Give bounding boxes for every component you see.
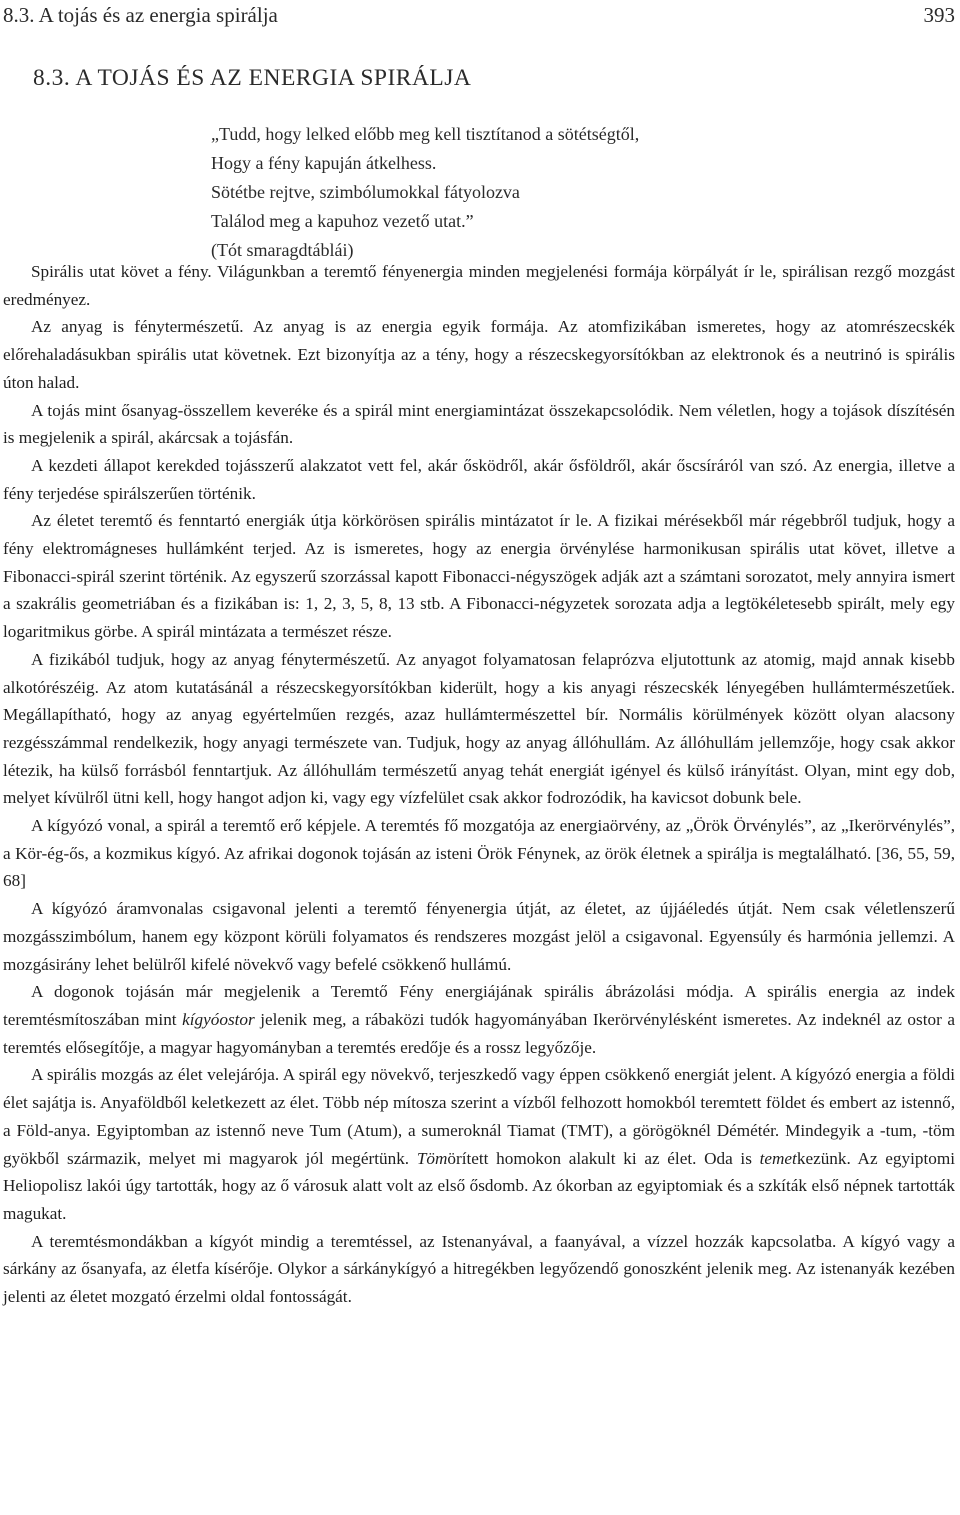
- text-run: kezünk. Az egyiptomi Heliopolisz lakói úgy tartották, hogy az ő városuk alatt volt az első ősdomb. Az ókorban az egyiptomiak és a szkíták első népnek tartották magukat.: [3, 1148, 955, 1223]
- epigraph-line: Hogy a fény kapuján átkelhess.: [211, 153, 437, 173]
- epigraph: [211, 120, 639, 265]
- running-header: [3, 0, 955, 30]
- paragraph: Spirális utat követ a fény. Világunkban a teremtő fényenergia minden megjelenési formája körpályát ír le, spirálisan rezgő mozgást eredményez.: [3, 262, 955, 309]
- paragraph: [3, 978, 955, 1061]
- body-text: [3, 258, 955, 1311]
- italic-term: kígyóostor: [182, 1009, 255, 1029]
- paragraph: Az életet teremtő és fenntartó energiák útja körkörösen spirális mintázatot ír le. A fizikai mérésekből már régebbről tudjuk, hogy a fény elektromágneses hullámként terjed. Az is ismeretes, hogy az energia örvénylése harmonikusan spirális utat követ, illetve a Fibonacci-spirál szerint történik. Az egyszerű szorzással kapott Fibonacci-négyszögek adják azt a számtani sorozatot, mely annyira ismert a szakrális geometriában és a fizikában is: 1, 2, 3, 5, 8, 13 stb. A Fibonacci-négyzetek sorozata adja a legtökéletesebb spirált, mely egy logaritmikus görbe. A spirál mintázata a természet része.: [3, 511, 955, 642]
- paragraph: A tojás mint ősanyag-összellem keveréke és a spirál mint energiamintázat összekapcsolódik. Nem véletlen, hogy a tojások díszítésén is megjelenik a spirál, akárcsak a tojásfán.: [3, 400, 955, 448]
- paragraph: [3, 1061, 955, 1227]
- epigraph-line: „Tudd, hogy lelked előbb meg kell tisztítanod a sötétségtől,: [211, 124, 640, 144]
- chapter-title: 8.3. A TOJÁS ÉS AZ ENERGIA SPIRÁLJA: [33, 65, 472, 91]
- paragraph: Az anyag is fénytermészetű. Az anyag is az energia egyik formája. Az atomfizikában ismeretes, hogy az atomrészecskék előrehaladásukban spirális utat követnek. Ezt bizonyítja az a tény, hogy a részecskegyorsítókban az elektronok és a neutrinó is spirális úton halad.: [3, 317, 955, 392]
- epigraph-line: Sötétbe rejtve, szimbólumokkal fátyolozva: [211, 182, 520, 202]
- paragraph: A kígyózó áramvonalas csigavonal jelenti a teremtő fényenergia útját, az életet, az újjáéledés útját. Nem csak véletlenszerű mozgásszimbólum, hanem egy központ körüli folyamatos és rendszeres mozgást jelöl a csigavonal. Egyensúly és harmónia jellemzi. A mozgásirány lehet belülről kifelé növekvő vagy befelé csökkenő hullámú.: [3, 899, 955, 974]
- page-number: 393: [923, 3, 955, 27]
- text-run: örített homokon alakult ki az élet. Oda is: [447, 1148, 760, 1168]
- paragraph: A teremtésmondákban a kígyót mindig a teremtéssel, az Istenanyával, a faanyával, a vízzel hozzák kapcsolatba. A kígyó vagy a sárkány az ősanyafa, az életfa kísérője. Olykor a sárkánykígyó a hitregékben legyőzendő gonoszként jelenik meg. Az istenanyák kezében jelenti az életet mozgató érzelmi oldal fontosságát.: [3, 1231, 955, 1307]
- text-run: A dogonok tojásán már megjelenik a Teremtő Fény energiájának spirális ábrázolási módja. A spirális energia az indek teremtésmítoszában mint: [3, 982, 955, 1029]
- text-run: A spirális mozgás az élet velejárója. A spirál egy növekvő, terjeszkedő vagy éppen csökkenő energiát jelent. A kígyózó energia a földi élet sajátja is. Anyaföldből keletkezett az élet. Több nép mítosza szerint a vízből felhozott homokból teremtett földet és embert az istennő, a Föld-anya. Egyiptomban az istennő neve Tum (Atum), a sumeroknál Tiamat (TMT), a görögöknél Démétér. Mindegyik a -tum, -töm gyökből származik, melyet mi magyarok jól megértünk.: [3, 1065, 955, 1168]
- running-title: 8.3. A tojás és az energia spirálja: [3, 3, 278, 27]
- paragraph: A fizikából tudjuk, hogy az anyag fénytermészetű. Az anyagot folyamatosan felaprózva eljutottunk az atomig, majd annak kisebb alkotórészéig. Az atom kutatásánál a részecskegyorsítókban kiderült, hogy a kis anyagi részecskék lényegében hullámtermészetűek. Megállapítható, hogy az anyag egyértelműen rezgés, azaz hullámtermészettel bír. Normális körülmények között olyan alacsony rezgésszámmal rendelkezik, hogy anyagi természete van. Tudjuk, hogy az anyag állóhullám. Az állóhullám jellemzője, hogy csak akkor létezik, ha külső forrásból fenntartjuk. Az állóhullám természetű anyag tehát energiát igényel és külső irányítást. Olyan, mint egy dob, melyet kívülről ütni kell, hogy hangot adjon ki, vagy egy vízfelület csak akkor fodrozódik, ha kavicsot dobunk bele.: [3, 649, 955, 808]
- epigraph-line: Találod meg a kapuhoz vezető utat.”: [211, 211, 474, 231]
- italic-term: temet: [759, 1148, 797, 1168]
- italic-term: Töm: [416, 1148, 448, 1168]
- text-run: jelenik meg, a rábaközi tudók hagyományában Ikerörvénylésként ismeretes. Az indeknél az ostor a teremtés elősegítője, a magyar hagyományban a teremtés eredője és a rossz legyőzője.: [3, 1009, 955, 1057]
- paragraph: A kezdeti állapot kerekded tojásszerű alakzatot vett fel, akár ősködről, akár ősföldről, akár őscsíráról van szó. Az energia, illetve a fény terjedése spirálszerűen történik.: [3, 455, 955, 503]
- epigraph-source: (Tót smaragdtáblái): [211, 240, 354, 260]
- paragraph: A kígyózó vonal, a spirál a teremtő erő képjele. A teremtés fő mozgatója az energiaörvény, az „Örök Örvénylés”, az „Ikerörvénylés”, a Kör-ég-ős, a kozmikus kígyó. Az afrikai dogonok tojásán az isteni Örök Fénynek, az örök életnek a spirálja is megtalálható. [36, 55, 59, 68]: [3, 816, 955, 891]
